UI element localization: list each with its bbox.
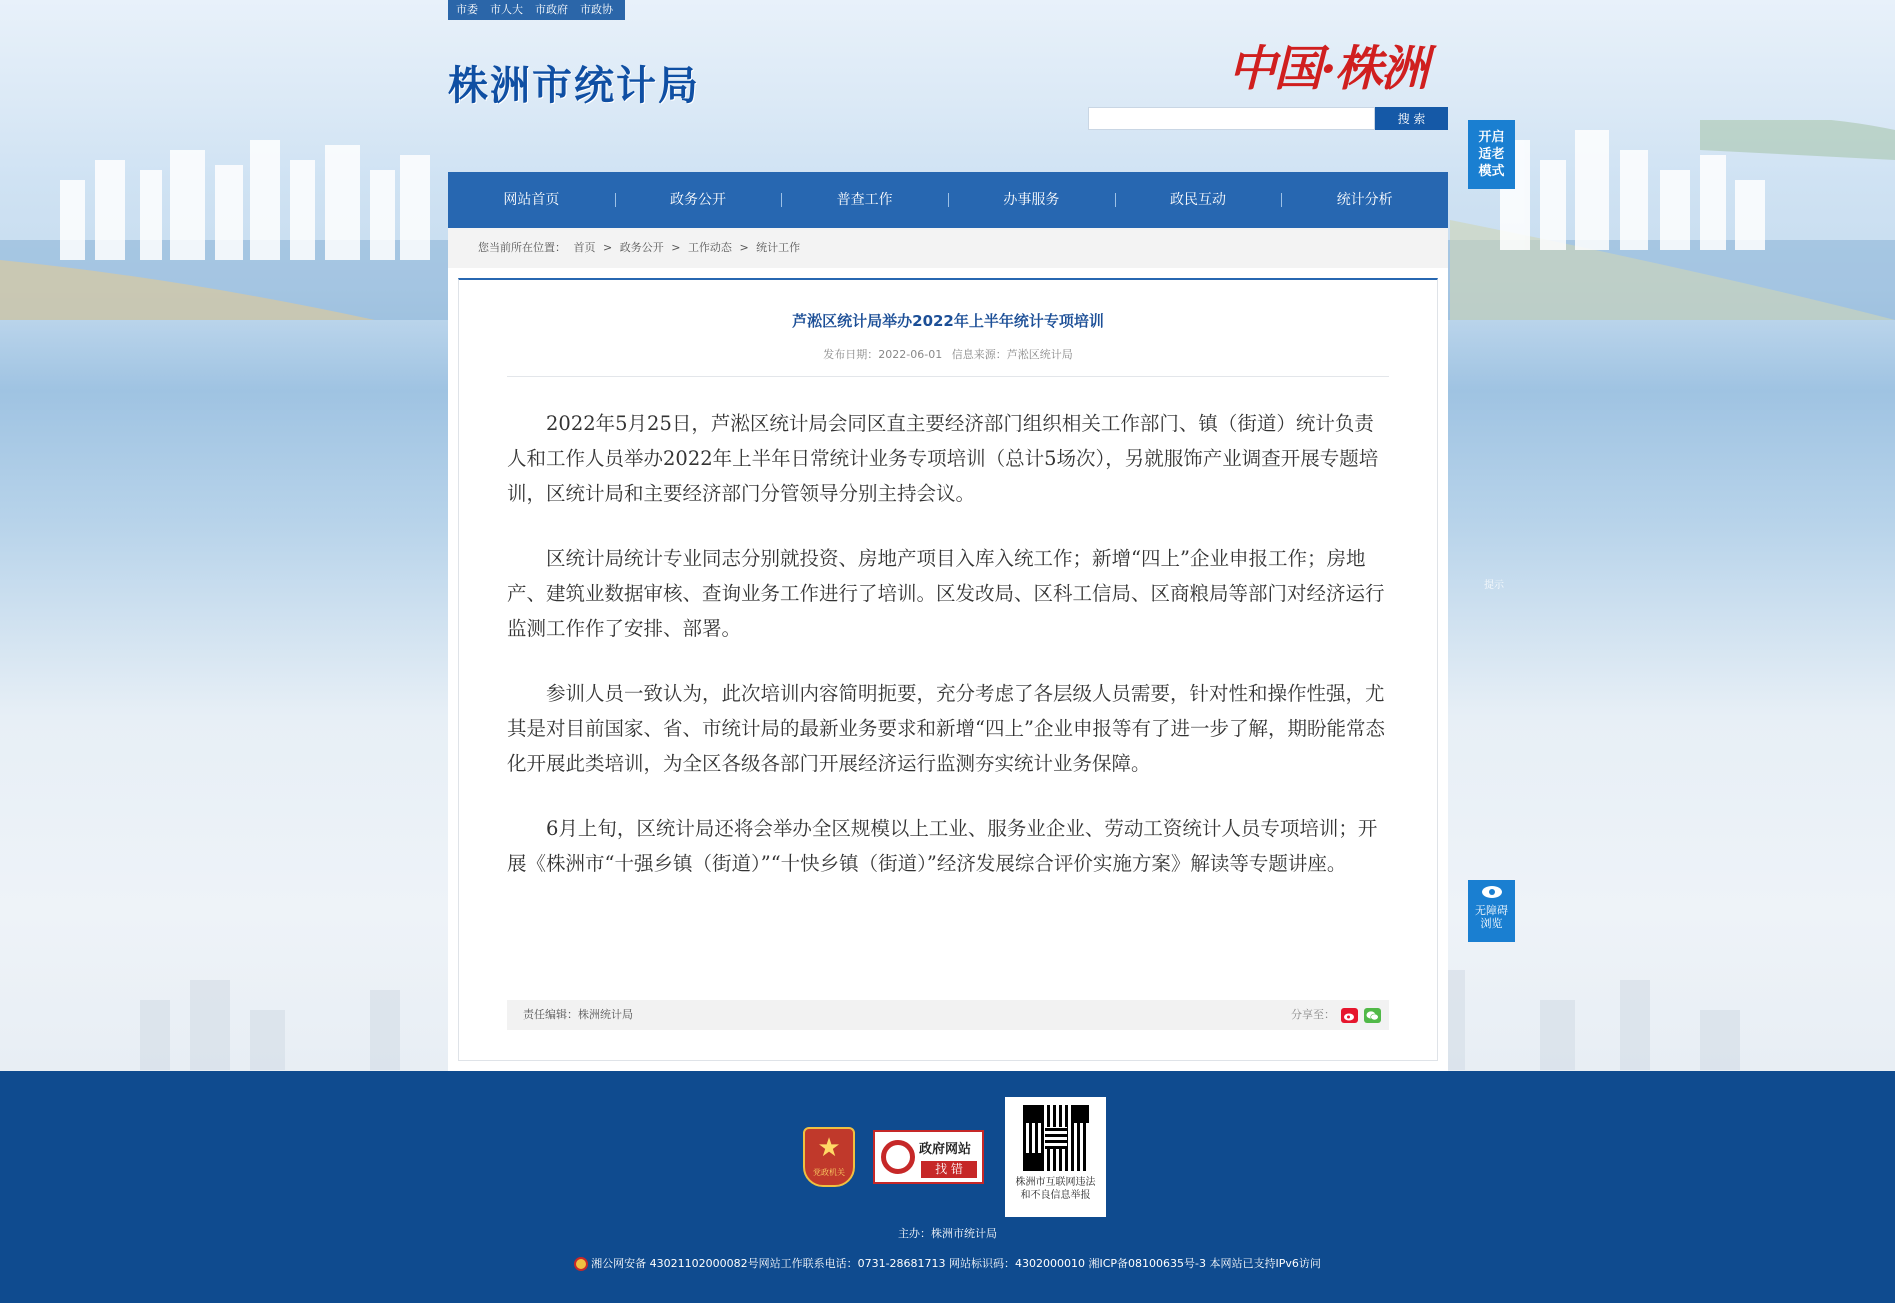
breadcrumb-separator: >: [739, 241, 749, 254]
article-paragraph: 2022年5月25日，芦淞区统计局会同区直主要经济部门组织相关工作部门、镇（街道）统计负责人和工作人员举办2022年上半年日常统计业务专项培训（总计5场次），另就服饰产业调查开展专题培训，区统计局和主要经济部门分管领导分别主持会议。: [507, 412, 1379, 505]
accessibility-label-1: 无障碍: [1475, 904, 1508, 917]
nav-census-work[interactable]: 普查工作: [781, 172, 948, 228]
breadcrumb-separator: >: [603, 241, 613, 254]
title-divider: [507, 376, 1389, 377]
article-title: 芦淞区统计局举办2022年上半年统计专项培训: [792, 312, 1104, 330]
share-bar: [1291, 1000, 1381, 1030]
article-body: [507, 406, 1389, 911]
nav-interaction[interactable]: 政民互动: [1115, 172, 1282, 228]
responsible-editor: 责任编辑：株洲统计局: [523, 1008, 633, 1021]
gov-badge-line1: 政府网站: [919, 1142, 972, 1157]
report-text: [1005, 1176, 1106, 1202]
breadcrumb-government-affairs[interactable]: 政务公开: [619, 241, 664, 254]
nav-statistical-analysis[interactable]: 统计分析: [1281, 172, 1448, 228]
publish-date: 发布日期：2022-06-01: [823, 348, 943, 361]
info-source: 信息来源：芦淞区统计局: [951, 348, 1073, 361]
elder-mode-label-2: 适老: [1478, 147, 1505, 162]
main-content: [448, 228, 1448, 1071]
magnifier-icon: [881, 1140, 915, 1174]
star-emblem-icon: ★: [817, 1133, 841, 1163]
nav-services[interactable]: 办事服务: [948, 172, 1115, 228]
search-button[interactable]: 搜 索: [1375, 107, 1448, 130]
top-links-bar: [448, 0, 625, 20]
brand-calligraphy-logo: 中国·株洲: [1228, 41, 1427, 97]
breadcrumb-separator: >: [671, 241, 681, 254]
share-label: 分享至：: [1291, 1008, 1335, 1021]
top-link-party-committee[interactable]: 市委: [456, 3, 478, 16]
report-text-line1: 株洲市互联网违法: [1015, 1177, 1096, 1188]
main-nav: [448, 172, 1448, 228]
wechat-share-icon[interactable]: [1364, 1008, 1381, 1023]
article-footer: [507, 1000, 1389, 1030]
eye-icon: [1482, 886, 1502, 898]
gov-site-error-report-badge[interactable]: [873, 1130, 984, 1184]
article-paragraph: 区统计局统计专业同志分别就投资、房地产项目入库入统工作；新增“四上”企业申报工作；房地产、建筑业数据审核、查询业务工作进行了培训。区发改局、区科工信局、区商粮局等部门对经济运行监测工作作了安排、部署。: [507, 547, 1385, 640]
accessibility-label-2: 浏览: [1480, 917, 1503, 930]
article-container: [458, 278, 1438, 1061]
nav-government-affairs[interactable]: 政务公开: [615, 172, 782, 228]
nav-home[interactable]: 网站首页: [503, 192, 560, 208]
gov-badge-line2: 找 错: [921, 1161, 977, 1178]
breadcrumb-work-news[interactable]: 工作动态: [687, 241, 732, 254]
elder-mode-button[interactable]: [1468, 120, 1515, 189]
article-meta: [459, 346, 1437, 362]
article-paragraph: 参训人员一致认为，此次培训内容简明扼要，充分考虑了各层级人员需要，针对性和操作性强，尤其是对目前国家、省、市统计局的最新业务要求和新增“四上”企业申报等有了进一步了解，期盼能常态化开展此类培训，为全区各级各部门开展经济运行监测夯实统计业务保障。: [507, 682, 1385, 775]
search-input[interactable]: [1088, 107, 1375, 130]
weibo-share-icon[interactable]: [1341, 1008, 1358, 1023]
police-badge-icon: [574, 1257, 588, 1271]
top-link-government[interactable]: 市政府: [535, 3, 568, 16]
footer-icp: [0, 1255, 1895, 1271]
footer-icp-text[interactable]: 湘公网安备 43021102000082号网站工作联系电话：0731-28681713 网站标识码：4302000010 湘ICP备08100635号-3 本网站已支持IPv6访问: [591, 1257, 1321, 1270]
right-tip-text: 提示: [1484, 580, 1504, 591]
breadcrumb-prefix: 您当前所在位置：: [478, 241, 566, 254]
party-government-badge[interactable]: [803, 1127, 855, 1187]
accessibility-button[interactable]: [1468, 880, 1515, 942]
illegal-info-report-badge[interactable]: [1005, 1097, 1106, 1217]
report-text-line2: 和不良信息举报: [1020, 1190, 1091, 1201]
site-title[interactable]: 株洲市统计局: [448, 63, 700, 109]
qr-code-icon: [1023, 1105, 1089, 1171]
top-link-peoples-congress[interactable]: 市人大: [490, 3, 523, 16]
elder-mode-label-1: 开启: [1478, 130, 1505, 145]
breadcrumb-home[interactable]: 首页: [573, 241, 596, 254]
breadcrumb: [448, 228, 1448, 268]
party-badge-label: 党政机关: [813, 1168, 845, 1177]
footer-host: 主办：株洲市统计局: [898, 1227, 997, 1240]
elder-mode-label-3: 模式: [1478, 164, 1505, 179]
article-paragraph: 6月上旬，区统计局还将会举办全区规模以上工业、服务业企业、劳动工资统计人员专项培训；开展《株洲市“十强乡镇（街道）”“十快乡镇（街道）”经济发展综合评价实施方案》解读等专题讲座。: [507, 817, 1378, 875]
top-link-cppcc[interactable]: 市政协: [580, 3, 613, 16]
breadcrumb-statistics-work[interactable]: 统计工作: [756, 241, 801, 254]
